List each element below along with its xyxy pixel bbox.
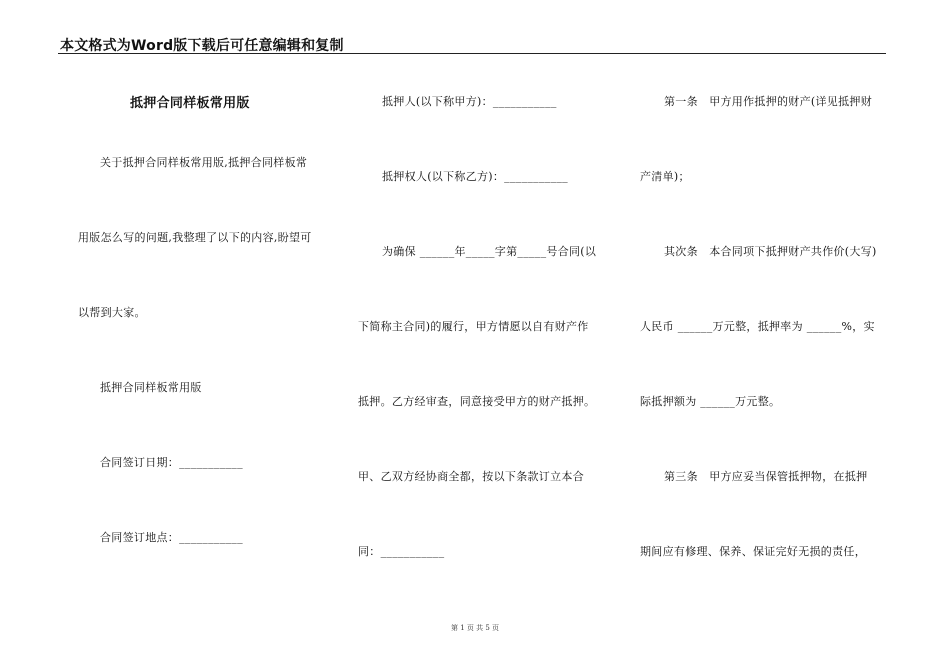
right-line-3: 其次条 本合同项下抵押财产共作价(大写) [664, 245, 877, 258]
header-title: 本文格式为Word版下载后可任意编辑和复制 [60, 38, 344, 54]
right-line-6: 第三条 甲方应妥当保管抵押物，在抵押 [664, 470, 868, 483]
right-line-4: 人民币 ______万元整，抵押率为 ______%，实 [640, 320, 875, 333]
left-line-2: 用版怎么写的问题,我整理了以下的内容,盼望可 [78, 231, 312, 244]
right-line-1: 第一条 甲方用作抵押的财产(详见抵押财 [664, 95, 872, 108]
document-title: 抵押合同样板常用版 [130, 96, 250, 111]
middle-line-7: 同：___________ [358, 545, 445, 558]
middle-line-6: 甲、乙双方经协商全都，按以下条款订立本合 [358, 470, 584, 483]
right-line-2: 产清单)； [640, 170, 690, 183]
page-footer: 第 1 页 共 5 页 [450, 624, 500, 632]
left-line-5: 合同签订日期：___________ [100, 456, 243, 469]
middle-line-1: 抵押人(以下称甲方)：___________ [382, 95, 557, 108]
right-line-7: 期间应有修理、保养、保证完好无损的责任， [640, 545, 866, 558]
middle-line-3: 为确保 ______年_____字第_____号合同(以 [382, 245, 597, 258]
left-line-1: 关于抵押合同样板常用版,抵押合同样板常 [100, 156, 308, 169]
middle-line-2: 抵押权人(以下称乙方)：___________ [382, 170, 568, 183]
right-line-5: 际抵押额为 ______万元整。 [640, 395, 781, 408]
left-line-4: 抵押合同样板常用版 [100, 381, 202, 394]
middle-line-5: 抵押。乙方经审查，同意接受甲方的财产抵押。 [358, 395, 596, 408]
left-line-3: 以帮到大家。 [78, 306, 146, 319]
header-rule [58, 53, 886, 54]
middle-line-4: 下简称主合同)的履行，甲方情愿以自有财产作 [358, 320, 589, 333]
left-line-6: 合同签订地点：___________ [100, 531, 243, 544]
